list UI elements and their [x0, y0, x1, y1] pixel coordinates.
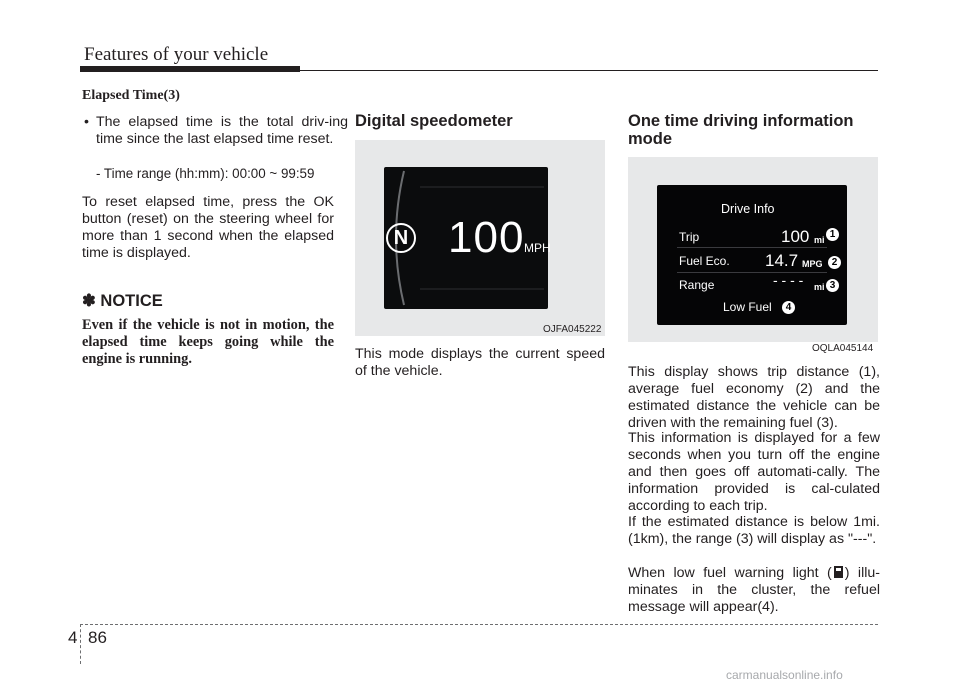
fuel-eco-unit: MPG [802, 259, 823, 269]
bullet-dot: • [84, 114, 89, 130]
footer-divider [80, 624, 81, 664]
callout-1: 1 [826, 228, 839, 241]
range-unit: mi [814, 282, 825, 292]
drive-info-figure [628, 157, 878, 342]
page-number: 86 [88, 628, 107, 647]
drive-info-paragraph-2: This information is displayed for a few seconds when you turn off the engine and then goes off automati-cally. The information provided is cal-culated according to each trip. [628, 430, 880, 514]
drive-info-paragraph-3: If the estimated distance is below 1mi. (1km), the range (3) will display as "---". [628, 514, 880, 547]
notice-icon: ✽ [82, 292, 96, 310]
speed-unit: MPH [524, 241, 551, 255]
p4-text-before: When low fuel warning light ( [628, 565, 832, 581]
fuel-pump-icon [834, 566, 843, 578]
elapsed-time-bullet [82, 114, 348, 148]
header-bar [80, 66, 300, 72]
drive-info-paragraph-4 [628, 565, 880, 616]
elapsed-time-bullet-text: The elapsed time is the total driv-ing time since the last elapsed time reset. [96, 114, 348, 147]
speed-value: 100 [448, 213, 525, 262]
digital-speedometer-heading: Digital speedometer [355, 112, 513, 130]
time-range-text: - Time range (hh:mm): 00:00 ~ 99:59 [96, 166, 315, 181]
row-separator [677, 272, 827, 273]
fuel-eco-value: 14.7 [765, 251, 799, 270]
row-separator [677, 247, 827, 248]
range-value: - - - - [773, 272, 804, 288]
speedometer-description: This mode displays the current speed of the vehicle. [355, 346, 605, 379]
range-label: Range [679, 278, 715, 292]
drive-info-display [657, 185, 847, 325]
page-header-title: Features of your vehicle [84, 44, 269, 65]
speedometer-figure [355, 140, 605, 336]
p4-text-after: ) illu-minates in the cluster, the refuel message will appear(4). [628, 565, 880, 615]
driving-info-heading: One time driving information mode [628, 112, 854, 148]
notice-heading [82, 291, 163, 311]
header-rule [300, 70, 878, 71]
elapsed-time-heading: Elapsed Time(3) [82, 88, 180, 103]
trip-value: 100 [781, 227, 810, 246]
callout-3: 3 [826, 279, 839, 292]
callout-2: 2 [828, 256, 841, 269]
notice-body: Even if the vehicle is not in motion, the elapsed time keeps going while the engine is running. [82, 317, 334, 367]
speedometer-display [384, 167, 551, 309]
figure-code: OJFA045222 [543, 324, 602, 335]
notice-title: NOTICE [100, 292, 163, 310]
watermark: carmanualsonline.info [726, 668, 843, 682]
trip-unit: mi [814, 235, 825, 245]
reset-instructions: To reset elapsed time, press the OK button (reset) on the steering wheel for more than 1 second when the elapsed time is displayed. [82, 194, 334, 261]
section-number: 4 [68, 628, 78, 647]
drive-info-title: Drive Info [721, 202, 775, 216]
footer-rule [80, 624, 878, 625]
trip-label: Trip [679, 230, 700, 244]
figure-code: OQLA045144 [812, 343, 874, 354]
drive-info-paragraph-1: This display shows trip distance (1), average fuel economy (2) and the estimated distance the vehicle can be driven with the remaining fuel (3). [628, 364, 880, 431]
low-fuel-message: Low Fuel [723, 300, 772, 314]
fuel-eco-label: Fuel Eco. [679, 254, 730, 268]
gear-indicator: N [386, 223, 416, 253]
callout-4: 4 [782, 301, 795, 314]
